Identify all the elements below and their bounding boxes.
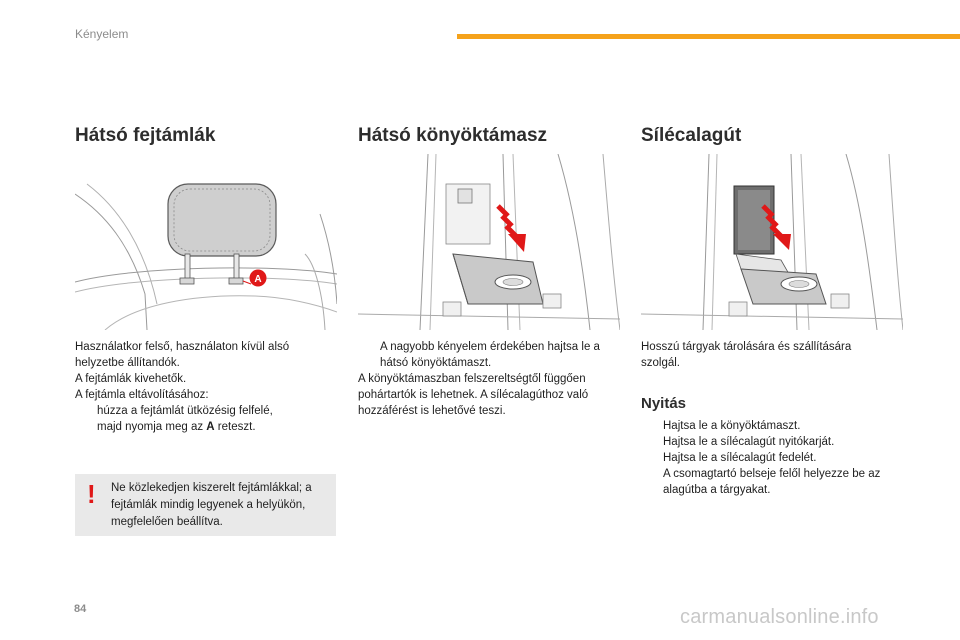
- list-item: [358, 339, 620, 371]
- warning-text: Ne közlekedjen kiszerelt fejtámlákkal; a fejtámlák mindig legyenek a helyükön, megfelelően beállítva.: [111, 482, 312, 528]
- callout-a-label: A: [254, 274, 262, 285]
- text-line: helyzetbe állítandók.: [75, 357, 180, 369]
- heading-rear-armrest: Hátsó könyöktámasz: [358, 125, 548, 146]
- list-item-text: A nagyobb kényelem érdekében hajtsa le a hátsó könyöktámaszt.: [380, 341, 600, 369]
- headrest-illustration: [75, 154, 337, 330]
- headrest-description: [75, 339, 337, 435]
- watermark: carmanualsonline.info: [680, 606, 879, 628]
- list-item: [641, 418, 903, 434]
- bullet-marker: [75, 419, 97, 435]
- latch-label: A: [206, 421, 215, 433]
- warning-box: [75, 474, 336, 536]
- ski-flap-illustration: [641, 154, 903, 330]
- ski-flap-description: [641, 339, 903, 371]
- bullet-marker: [641, 450, 663, 466]
- list-item: [75, 419, 337, 435]
- bullet-marker: [641, 418, 663, 434]
- list-item-text: Hajtsa le a könyöktámaszt.: [663, 420, 801, 432]
- bullet-marker: [641, 434, 663, 450]
- text-line: szolgál.: [641, 357, 680, 369]
- armrest-illustration: [358, 154, 620, 330]
- list-item: [641, 450, 903, 466]
- list-item-text: Hajtsa le a sílécalagút nyitókarját.: [663, 436, 835, 448]
- header-accent-rule: [457, 34, 960, 39]
- text-line: Használatkor felső, használaton kívül alsó: [75, 341, 290, 353]
- text-line: A fejtámlák kivehetők.: [75, 373, 187, 385]
- bullet-marker: [75, 403, 97, 419]
- list-item-text-post: reteszt.: [214, 421, 256, 433]
- list-item: [641, 466, 903, 498]
- text-line: hozzáférést is lehetővé teszi.: [358, 405, 506, 417]
- text-line: A fejtámla eltávolításához:: [75, 389, 209, 401]
- list-item-text: A csomagtartó belseje felől helyezze be az alagútba a tárgyakat.: [663, 468, 881, 496]
- list-item-text-pre: majd nyomja meg az: [97, 421, 207, 433]
- page-number: 84: [74, 603, 87, 615]
- heading-rear-headrests: Hátsó fejtámlák: [75, 125, 216, 146]
- list-item: [75, 403, 337, 419]
- list-item-text: Hajtsa le a sílécalagút fedelét.: [663, 452, 817, 464]
- exclamation-icon: !: [87, 479, 96, 509]
- column-rear-armrest: [358, 122, 620, 417]
- list-item-text: húzza a fejtámlát ütközésig felfelé,: [97, 405, 273, 417]
- bullet-marker: [358, 339, 380, 371]
- list-item-text: [97, 419, 337, 435]
- text-line: pohártartók is lehetnek. A sílécalagúthoz való: [358, 389, 589, 401]
- text-line: Hosszú tárgyak tárolására és szállítására: [641, 341, 852, 353]
- subheading-opening: Nyitás: [641, 395, 687, 412]
- text-line: A könyöktámaszban felszereltségtől függően: [358, 373, 586, 385]
- list-item: [641, 434, 903, 450]
- heading-ski-flap: Sílécalagút: [641, 125, 742, 146]
- column-rear-headrests: [75, 122, 337, 433]
- opening-steps: [641, 418, 903, 498]
- section-label: Kényelem: [75, 27, 129, 41]
- armrest-description: [358, 339, 620, 419]
- column-ski-flap: [641, 122, 903, 496]
- bullet-marker: [641, 466, 663, 498]
